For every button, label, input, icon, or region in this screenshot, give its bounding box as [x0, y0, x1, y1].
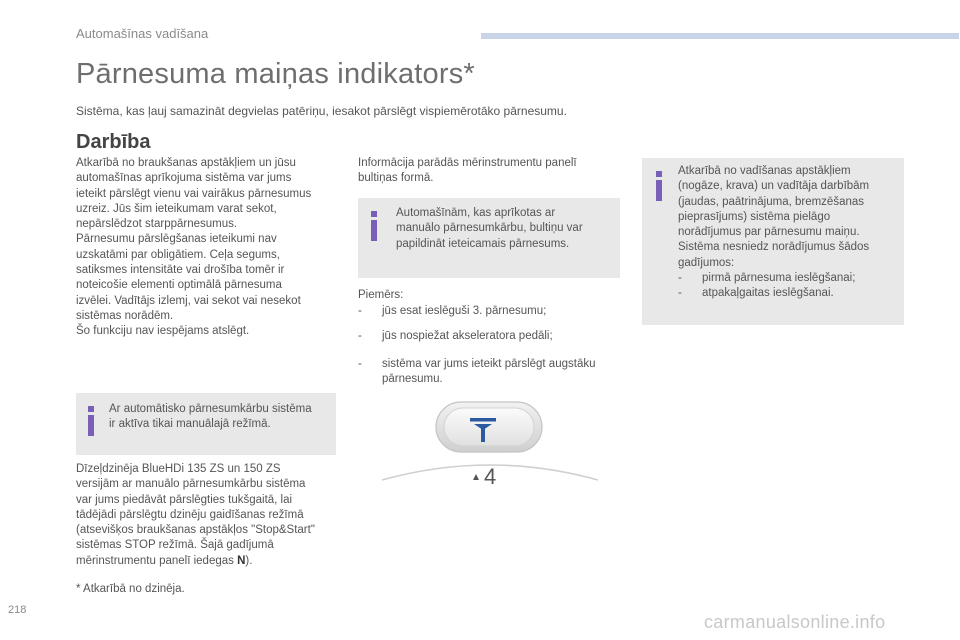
text-line	[76, 554, 341, 569]
text-line: pārnesumu.	[382, 373, 443, 386]
text-line: sistēmas STOP režīmā. Šajā gadījumā	[76, 539, 274, 552]
list-text: jūs esat ieslēguši 3. pārnesumu;	[382, 305, 547, 317]
info-icon	[367, 211, 381, 241]
list-text	[382, 357, 595, 388]
text-line: Informācija parādās mērinstrumentu panelī	[358, 157, 577, 169]
driving-conditions-info-box	[642, 158, 904, 325]
text-line: norādījumus par pārnesumu maiņu.	[678, 226, 860, 239]
list-text: atpakaļgaitas ieslēgšanai.	[702, 287, 834, 300]
list-dash: -	[358, 305, 362, 317]
text-line: sistēmas norādēm.	[76, 309, 174, 322]
intro-text: Sistēma, kas ļauj samazināt degvielas patēriņu, iesakot pārslēgt vispiemērotāko pārnesumu.	[76, 104, 567, 118]
text-line: Šo funkciju nav iespējams atslēgt.	[76, 325, 250, 338]
text-line: ieteikt pārslēgt vienu vai vairākus pārnesumus	[76, 187, 312, 200]
text-line: (atsevišķos braukšanas apstākļos "Stop&Start"	[76, 524, 315, 537]
automatic-gearbox-info-box	[76, 393, 336, 455]
text-line: nepārslēdzot starppārnesumus.	[76, 218, 238, 231]
text-line: izvēlei. Vadītājs izlemj, vai sekot vai nesekot	[76, 294, 301, 307]
text-fragment: mērinstrumentu panelī iedegas	[76, 554, 238, 567]
list-text: jūs nospiežat akseleratora pedāli;	[382, 330, 553, 342]
page-number: 218	[8, 604, 27, 616]
list-item	[358, 329, 620, 345]
display-gear-number: 4	[484, 464, 497, 489]
text-line: ir aktīva tikai manuālajā režīmā.	[109, 418, 271, 431]
text-line: papildināt ieteicamais pārnesums.	[396, 237, 570, 250]
text-line: var jums piedāvāt pārslēgties tukšgaitā, lai	[76, 493, 293, 506]
text-line: manuālo pārnesumkārbu, bultiņu var	[396, 222, 583, 235]
text-line: Sistēma nesniedz norādījumus šādos	[678, 241, 870, 254]
text-line: gadījumos:	[678, 256, 735, 269]
list-item	[678, 271, 900, 286]
indicator-inner-ring	[444, 408, 534, 446]
diesel-paragraph	[76, 462, 341, 569]
page-title: Pārnesuma maiņas indikators*	[76, 58, 475, 90]
text-line: Pārnesumu pārslēgšanas ieteikumi nav	[76, 233, 277, 246]
list-item	[358, 304, 620, 320]
text-line: pieprasījums) sistēma pielāgo	[678, 210, 831, 223]
text-line: versijām ar manuālo pārnesumkārbu sistēma	[76, 478, 306, 491]
text-line: Automašīnām, kas aprīkotas ar	[396, 207, 556, 219]
text-line: noteicošie elementi optimālā pārnesuma	[76, 279, 282, 292]
info-icon	[84, 406, 98, 436]
list-dash: -	[358, 358, 362, 370]
example-label: Piemērs:	[358, 289, 404, 301]
col1-paragraph	[76, 156, 338, 340]
list-text: pirmā pārnesuma ieslēgšanai;	[702, 272, 856, 285]
neutral-indicator-letter: N	[237, 554, 246, 567]
text-line: uzreiz. Jūs šim ieteikumam varat sekot,	[76, 202, 277, 215]
list-dash: -	[358, 330, 362, 342]
text-line: Atkarībā no vadīšanas apstākļiem	[678, 165, 851, 177]
watermark: carmanualsonline.info	[704, 612, 886, 632]
text-line: (nogāze, krava) un vadītāja darbībām	[678, 180, 870, 193]
text-line: Ar automātisko pārnesumkārbu sistēma	[109, 403, 312, 415]
footnote: * Atkarībā no dzinēja.	[76, 583, 185, 595]
small-arrow-icon	[473, 474, 479, 480]
list-dash: -	[678, 287, 682, 300]
gear-shift-indicator-illustration	[378, 398, 602, 494]
section-header: Automašīnas vadīšana	[76, 26, 209, 41]
text-fragment: ).	[245, 554, 253, 567]
info-icon	[652, 171, 666, 201]
manual-gearbox-info-box	[358, 198, 620, 278]
text-line: uzskatāmi par obligātiem. Ceļa segums,	[76, 248, 280, 261]
text-line: (jaudas, paātrinājuma, bremzēšanas	[678, 195, 865, 208]
text-line: tādējādi pārslēgtu dzinēju gaidīšanas režīmā	[76, 508, 304, 521]
text-line: satiksmes intensitāte vai drošība tomēr ir	[76, 264, 285, 277]
list-dash: -	[678, 272, 682, 285]
list-item	[678, 286, 900, 301]
text-line: Dīzeļdzinēja BlueHDi 135 ZS un 150 ZS	[76, 463, 281, 475]
text-line: bultiņas formā.	[358, 172, 434, 185]
text-line: sistēma var jums ieteikt pārslēgt augstāku	[382, 358, 596, 370]
section-title: Darbība	[76, 131, 151, 153]
text-line: automašīnas aprīkojuma sistēma var jums	[76, 172, 292, 185]
list-item	[358, 357, 620, 389]
text-line: Atkarībā no braukšanas apstākļiem un jūsu	[76, 157, 296, 169]
col2-info-text	[358, 156, 608, 187]
header-accent-bar	[481, 33, 959, 39]
